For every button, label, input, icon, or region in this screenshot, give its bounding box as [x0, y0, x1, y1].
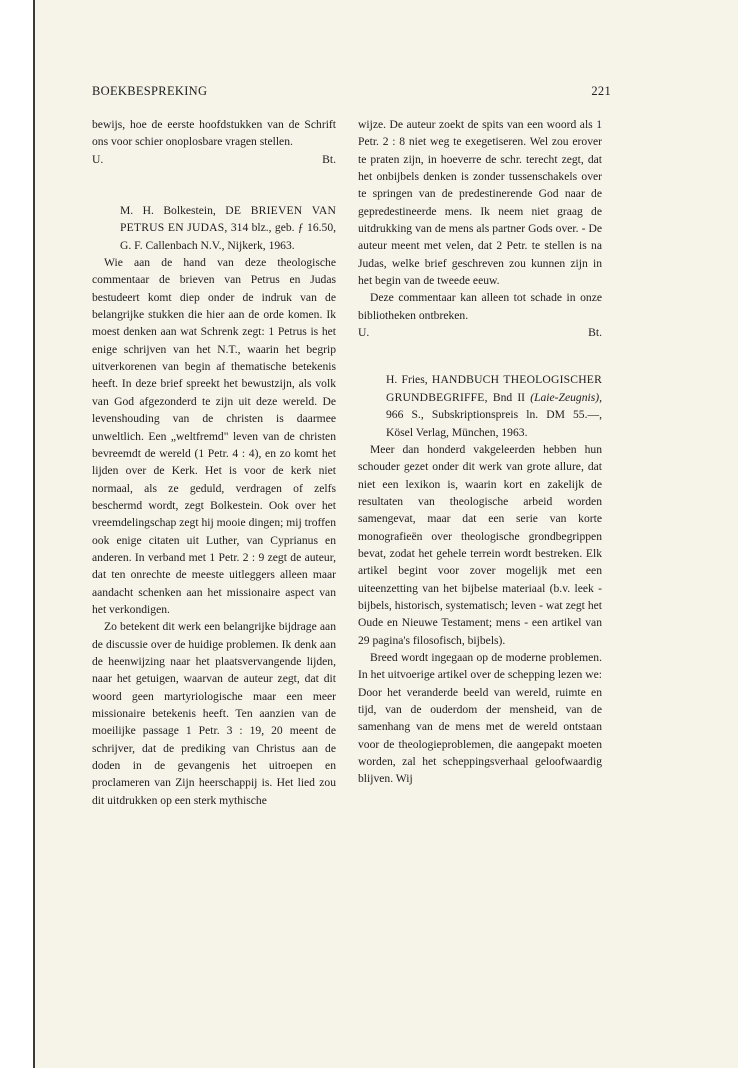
- review-paragraph: Zo betekent dit werk een belangrijke bijdrage aan de discussie over de huidige problemen. Ik denk aan de heenwijzing naar het plaatsvervangende lijden, naar het getuigen, waarvan de auteur zegt, dat dit woord geen martyriologische maar een meer missionaire betekenis heeft. Ten aanzien van de moeilijke passage 1 Petr. 3 : 19, 20 meent de schrijver, dat de prediking van Christus aan de doden in de gevangenis het uitroepen en proclameren van Zijn heerschappij is. Het lied zou dit uitdrukken op een sterk mythische: [92, 620, 336, 807]
- signature-place: U.: [358, 326, 370, 340]
- citation-subtitle: (Laie-Zeugnis),: [530, 390, 603, 404]
- right-column: [358, 116, 602, 788]
- citation-details: 966 S., Subskriptionspreis ln. DM 55.—, Kösel Verlag, München, 1963.: [386, 408, 602, 439]
- review-paragraph: Deze commentaar kan alleen tot schade in onze bibliotheken ontbreken.: [358, 291, 602, 322]
- review-continuation: wijze. De auteur zoekt de spits van een woord als 1 Petr. 2 : 8 niet weg te exegetiseren. Wel zou erover te praten zijn, in hoeverre de schr. terecht zegt, dat het onbijbels denken is zonder tussenschakels over te springen van de predestinerende God naar de gepredestineerde mens. Ik neem niet graag de uitdrukking van de mens als partner Gods over. - De auteur meent met velen, dat 2 Petr. te stellen is na Judas, welke brief geschreven zou kunnen zijn in het begin van de tweede eeuw.: [358, 118, 602, 288]
- scan-edge-line: [33, 0, 35, 1068]
- review-paragraph: Breed wordt ingegaan op de moderne problemen. In het uitvoerige artikel over de schepping lezen we: Door het veranderde beeld van wereld, ruimte en tijd, van de ouderdom der mensheid, van de samenhang van de mens met de wereld ontstaan voor de theologieproblemen, die aangepakt moeten worden, zal het scheppingsverhaal geloofwaardig blijven. Wij: [358, 650, 602, 786]
- signature-place: U.: [92, 152, 104, 166]
- book-citation: [358, 371, 602, 440]
- review-signature: [358, 324, 602, 341]
- book-citation: [92, 202, 336, 254]
- review-paragraph: Meer dan honderd vakgeleerden hebben hun schouder gezet onder dit werk van grote allure, dat niet een lexikon is, waarin kort en zakelijk de resultaten van theologische arbeid worden samengevat, maar dat een serie van korte monografieën over theologische grondbegrippen bevat, zodat het gehele terrein wordt bestreken. Elk artikel begint voor zover mogelijk met een uiteenzetting van het bijbelse materiaal (b.v. leek - bijbels, historisch, systematisch; leven - wat zegt het Oude en Nieuwe Testament; mens - een artikel van 29 pagina's filosofisch, bijbels).: [358, 442, 602, 647]
- left-column: [92, 116, 336, 809]
- signature-initials: Bt.: [588, 326, 602, 340]
- citation-author: H. Fries,: [386, 373, 428, 387]
- review-continuation: bewijs, hoe de eerste hoofdstukken van de Schrift ons voor schier onoplosbare vragen stellen.: [92, 118, 336, 149]
- review-signature: [92, 151, 336, 168]
- citation-details: 314 blz., geb. ƒ 16.50, G. F. Callenbach N.V., Nijkerk, 1963.: [120, 221, 337, 252]
- citation-title: HANDBUCH THEOLOGISCHER GRUNDBEGRIFFE,: [386, 373, 603, 404]
- citation-volume: Bnd II: [492, 390, 526, 404]
- citation-title: DE BRIEVEN VAN PETRUS EN JUDAS,: [120, 204, 337, 235]
- running-head-title: BOEKBESPREKING: [92, 84, 208, 98]
- page-number: 221: [591, 84, 611, 98]
- citation-author: M. H. Bolkestein,: [120, 204, 216, 218]
- review-paragraph: Wie aan de hand van deze theologische commentaar de brieven van Petrus en Judas bestudeert komt diep onder de indruk van de belangrijke stukken die hier aan de orde komen. Ik moest denken aan wat Schrenk zegt: 1 Petrus is het enige schrijven van het N.T., waarin het begrip uitverkorenen van begin af thematische betekenis heeft. In deze brief spreekt het bewustzijn, als volk van God afgezonderd te zijn uit deze wereld. De levenshouding van de christen is daarmee unweltlich. Een „weltfremd" leven van de christen bevreemdt de wereld (1 Petr. 4 : 4), en zo komt het lijden over de Kerk. Het is voor de kerk niet normaal, als ze geduld, verdragen of zelfs beschermd wordt, zegt Bolkestein. Ook over het vreemdelingschap zegt hij mooie dingen; mij troffen ook enige citaten uit Luther, van Cyprianus en anderen. In verband met 1 Petr. 2 : 9 zegt de auteur, dat ten onrechte de meeste uitleggers alleen maar aandacht schenken aan het missionaire aspect van het verkondigen.: [92, 256, 336, 616]
- signature-initials: Bt.: [322, 152, 336, 166]
